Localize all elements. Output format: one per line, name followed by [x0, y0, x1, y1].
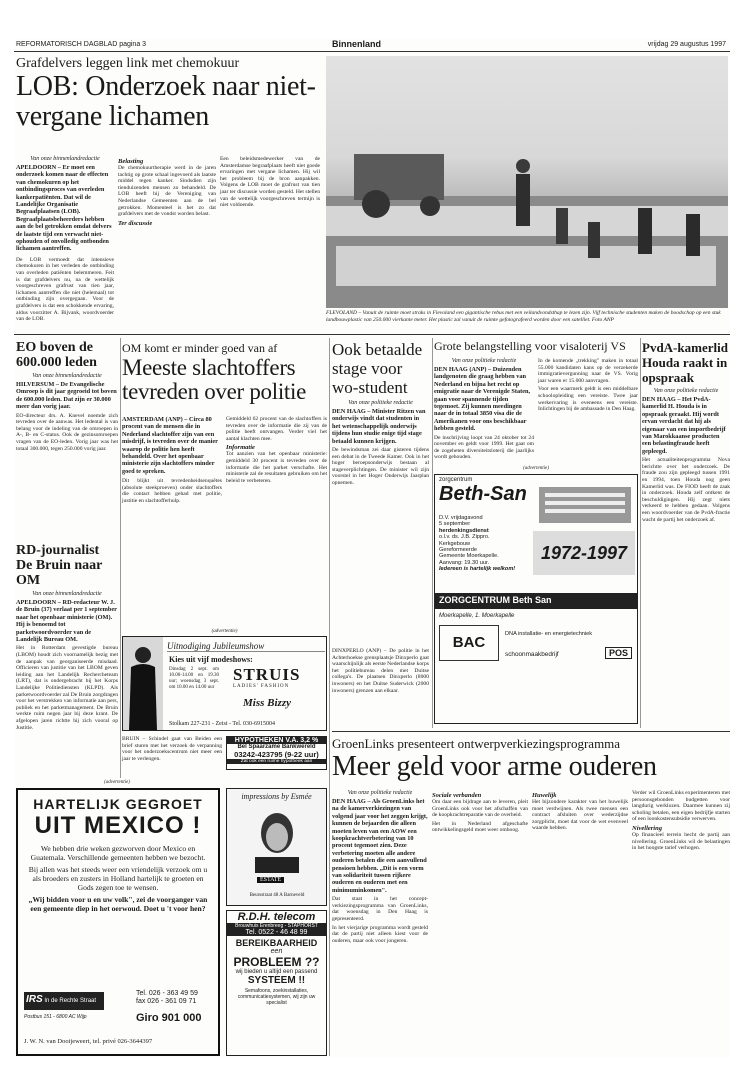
lob-kicker: Grafdelvers leggen link met chemokuur: [16, 56, 240, 71]
pvda-article: [642, 340, 730, 523]
om-body2: Gemiddeld 62 procent van de slachtoffers is tevreden over de informatie die zij van de politie heeft ontvangen. Verder viel het aantal klachten mee.: [226, 416, 327, 442]
gl-body2: In het vierjarige programma wordt gesteld dat de partij niet alleen kiest voor de ouderen, maar ook voor jongeren.: [332, 924, 428, 944]
person-figure: [686, 214, 700, 256]
eo-title: EO boven de 600.000 leden: [16, 340, 97, 370]
gl-body3: Om daar een bijdrage aan te leveren, pleit GroenLinks ook voor het afschaffen van de koopkrachtreparatie van de overheid.: [432, 799, 528, 819]
om-body3: Tot aanzien van het openbaar ministerie: gemiddeld 30 procent is tevreden over de informatie die het parket verschafte. Het ministerie zal de resultaten gebruiken om het beleid te verbeteren.: [226, 451, 327, 484]
lob-sub-belasting: Belasting: [118, 158, 144, 165]
bethsan-address: Moerkapelle, 1. Moerkapelle: [439, 613, 515, 619]
stage-byline: Van onze politieke redactie: [348, 400, 413, 406]
rdh-phone: Tel. 0522 - 46 48 99: [227, 929, 326, 936]
gl-article: [332, 736, 730, 782]
tractor-wheel: [362, 190, 390, 218]
visa-col2: [538, 358, 638, 413]
rdh-l8: Semafoons, zoekinstallaties, communicatiesystemen, wij zijn uw specialist: [237, 988, 316, 1006]
bethsan-r2: 5 september: [439, 521, 471, 528]
visa-body2: In de komende „trekking" maken in totaal 55.000 kandidaten kans op de verzekerde immigratievergunning naar de VS. Vorig jaar waren er 15.000 aanvragen.: [538, 358, 638, 384]
mexico-p3: „Wij bidden voor u en uw volk", zei de voorganger van een gemeente diep in het oerwoud. Doet u 't voor hen?: [28, 895, 208, 913]
person-figure: [516, 174, 530, 226]
rdh-telecom-ad[interactable]: [226, 910, 327, 1056]
gl-body4: Het in Nederland afgeschafte ontwikkelingsgeld moet weer omhoog.: [432, 820, 528, 834]
pos-logo: POS: [605, 647, 632, 659]
gl-sub2: Huwelijk: [532, 792, 557, 799]
mexico-ad[interactable]: [16, 788, 220, 1056]
portrait-icon: [247, 807, 307, 873]
bethsan-r6: Gereformeerde: [439, 547, 477, 554]
visa-body3: Voor een waarmerk geldt is een middelbare schoolopleiding een vereiste. Twee jaar werkervaring is eveneens een vereiste. Inlichtingen bij de ambassade in Den Haag.: [538, 386, 638, 413]
om-kicker: OM komt er minder goed van af: [122, 341, 278, 355]
mexico-p1: We hebben drie weken gezworven door Mexico en Guatemala. Verschillende gemeenten hebben we bezocht.: [30, 844, 206, 862]
lob-col3: [220, 156, 320, 209]
gl-col3: [532, 790, 628, 832]
masthead: [14, 38, 730, 52]
struis-ad-label: (advertentie): [211, 629, 238, 634]
visa-title: Grote belangstelling voor visaloterij VS: [434, 339, 626, 353]
rdh-l4: een: [270, 948, 283, 955]
gl-sub1: Sociale verbanden: [432, 792, 482, 799]
col-rule: [120, 338, 121, 778]
om-article: [122, 340, 327, 404]
gl-title: Meer geld voor arme ouderen: [332, 751, 657, 782]
struis-banner: Uitnodiging Jubileumshow: [167, 641, 325, 652]
dinxperlo-brief: DINXPERLO (ANP) – De politie in het Achterhoekse grensplaatsje Dinxperlo gaat waarschijnlijk als eerste Nederlandse korps het politiebureau delen met Duitse collega's. De plaatsen Dinxperlo (8000 inwoners) en het Duitse Suderwick (2000 inwoners) grenzen aan elkaar.: [332, 648, 429, 694]
struis-brand2: Miss Bizzy: [243, 697, 291, 709]
stage-title: Ook betaalde stage voor wo-student: [332, 340, 423, 397]
photo-credit: Foto ANP: [591, 316, 614, 323]
struis-ad[interactable]: [122, 636, 327, 731]
rd-article: [16, 543, 118, 731]
rdh-l1: Brouwhuis Erenbreeg - STAPHORST: [227, 923, 326, 929]
bethsan-r8: Aanvang: 19.30 uur.: [439, 559, 490, 566]
lob-byline: Van onze binnenlandredactie: [30, 156, 100, 162]
tractor-wheel: [420, 196, 440, 216]
photo-caption: FLEVOLAND – Vanuit de ruimte moet straks in Flevoland een gigantische rebus met een veilandvondsthap te lezen zijn. Vijf technische studenten maken de boodschap op een stuk landbouwplastic van 250.000 vierkante meter. Het plastic zal vanuit de ruimte gefotografeerd worden door een satelliet.: [326, 310, 721, 323]
masthead-date: vrijdag 29 augustus 1997: [647, 41, 726, 48]
irs-logo-sub: In de Rechte Straat: [44, 998, 97, 1004]
masthead-left: REFORMATORISCH DAGBLAD pagina 3: [16, 41, 147, 48]
esmee-address: Beursstraat 48 A Barneveld: [249, 893, 305, 898]
gl-col2: [432, 790, 528, 834]
bruin-brief: BRUIN – Schindel gaat van Beiden een brief sturen met het verzoek de verpanning voor het onderzoekscentrum niet meer een jaar te verlengen.: [122, 736, 222, 762]
lob-body3: Een beleidsmedewerker van de Amsterdamse begraafplaats heeft niet goede ervaringen met vergane lichamen. Hij wil het probleem bij de bron aanpakken. Volgens de LOB moet de grafrust van tien jaar ter discussie worden gesteld. Het stellen van de wettelijk voorgeschreven termijn is niet voldoende.: [220, 156, 320, 209]
mexico-sign: J. W. N. van Dooijeweert, tel. privé 026-3644397: [24, 1038, 153, 1045]
hyp-line4: Zat ook een ruime hypotheek aan: [227, 759, 326, 764]
struis-address: Stolkam 227-231 - Zeist - Tel. 030-6915004: [169, 721, 275, 727]
person-figure: [588, 222, 600, 258]
lob-col1: [16, 156, 114, 323]
visa-col1: [434, 358, 534, 461]
plastic-roll: [336, 246, 716, 286]
person-figure: [556, 208, 568, 244]
bethsan-r1: D.V. vrijdagavond: [439, 515, 483, 521]
irs-logo: [24, 992, 104, 1010]
gl-lead: DEN HAAG – Als GroenLinks het na de kamerverkiezingen van volgend jaar voor het zeggen krijgt, kunnen de bejaarden die alleen moeten leven van een AOW een koopkrachtverbetering van 10 procent tegemoet zien. Deze verbetering moeten alle andere ouderen betalen die een aanvullend pensioen hebben. „Dit is een vorm van solidariteit tussen rijkere ouderen en ouderen met een minimuminkomen".: [332, 798, 428, 894]
gl-col4: [632, 790, 730, 852]
lob-body2: De chemokuurtherapie werd in de jaren tachtig op grote schaal ingevoerd als laatste middel tegen kanker. Sindsdien zijn tienduizenden mensen zo behandeld. De LOB heeft bij de Vereniging van Nederlandse Gemeenten aan de bel getrokken. Momenteel is het zo dat grafdelvers met de vondst worden belast.: [118, 165, 216, 218]
col-rule: [329, 338, 330, 1056]
hyp-line2: Bel Spaarzame Bankwereld: [237, 744, 316, 750]
rdh-l3: BEREIKBAARHEID: [235, 938, 318, 948]
building-icon: [535, 477, 635, 525]
masthead-section: Binnenland: [332, 39, 381, 49]
lob-sub-discussie: Ter discussie: [118, 219, 153, 227]
hyp-line1: HYPOTHEKEN V.A. 3,2 %: [227, 737, 326, 744]
rdh-l7: SYSTEEM !!: [247, 975, 306, 986]
rdh-l6: wij bieden u altijd een passend: [235, 969, 318, 975]
eo-body: EO-directeur drs. A. Knevel noemde zich tevreden over de aanwas. Het ledental is van belang voor de indeling van de omroepen in A-, B- en C-status. Ook de gezinsomroepen vragen van de EO-leden. Vorig jaar was het totaal 300.000, tegen 250.000 vorig jaar.: [16, 412, 118, 452]
bethsan-ad-label: (advertentie): [523, 466, 549, 471]
mexico-giro: Giro 901 000: [136, 1012, 202, 1024]
pvda-body: Het actualiteitenprogramma Nova berichtte over het onderzoek. De fraude zou zijn gepleegd tussen 1991 en 1994, toen Houda nog geen Kamerlid was. De FIOD heeft de zaak in onderzoek. Houda zelf ontkent de beschuldigingen. Hij zegt niets verkeerd te hebben gedaan. Volgens een woordvoerder van de PvdA-fractie wacht de partij het onderzoek af.: [642, 457, 730, 523]
bethsan-r7: Gemeente Moerkapelle.: [439, 553, 499, 560]
gl-kicker: GroenLinks presenteert ontwerpverkiezingsprogramma: [332, 736, 621, 751]
gl-body1: Dat staat in het concept-verkiezingsprogramma van GroenLinks, dat woensdag in Den Haag is gepresenteerd.: [332, 896, 428, 923]
gl-byline: Van onze politieke redactie: [347, 790, 413, 796]
bethsan-year: 1972-1997: [533, 531, 635, 575]
bethsan-details: [439, 515, 529, 573]
stage-lead: DEN HAAG – Minister Ritzen van onderwijs vindt dat studenten in het wetenschappelijk onderwijs tijdens hun studie enige tijd stage betaald kunnen krijgen.: [332, 408, 426, 445]
section-rule: [14, 334, 730, 335]
esmee-brand: impressions by Esmée: [241, 792, 312, 801]
bethsan-name: Beth-San: [439, 483, 527, 505]
mexico-tel: Tel. 026 - 363 49 59: [136, 990, 198, 997]
rd-body: Het in Rotterdam gevestigde bureau (LBOM) houdt zich voornamelijk bezig met de aanpak van georganiseerde misdaad. Officieren van justitie van het LBOM geven leiding aan het Landelijk Rechercheteam (LRT), dat is ondergebracht bij het Korps Landelijke Politiediensten (KLPD). Als parketwoordvoerder zal De Bruin zorgdragen voor het verstrekken van informatie aan pers, publiek en het parketmanagement. De Bruin werkte ruim negen jaar bij deze krant. De afgelopen jaren richtte hij zich vooral op Justitie.: [16, 645, 118, 731]
bac-logo: BAC: [439, 625, 499, 661]
bethsan-r5: Kerkgebouw: [439, 540, 471, 547]
mexico-title: UIT MEXICO !: [34, 812, 202, 839]
mexico-pb: Postbus 151 - 6800 AC Wijp: [24, 1014, 87, 1020]
hypotheken-ad[interactable]: [226, 736, 327, 770]
mexico-p2: Bij allen was het steeds weer een vriendelijk verzoek om u als broeders en zusters in Holland hartelijk te groeten en Gods zegen toe te wensen.: [28, 865, 208, 892]
flevoland-photo: [326, 56, 728, 308]
bethsan-r9: Iedereen is hartelijk welkom!: [439, 566, 516, 573]
om-body1: Dit blijkt uit tevredenheidsenquêtes (absolute steekproeven) onder slachtoffers die contact hebben gehad met politie, justitie en slachtofferhulp.: [122, 478, 222, 505]
irs-logo-text: IRS: [26, 994, 43, 1005]
newspaper-page: [14, 38, 730, 1058]
rdh-l5: PROBLEEM ??: [233, 955, 320, 969]
om-sub: Informatie: [226, 444, 255, 452]
struis-times: Dinsdag 2 sept. om 10.00-14.00 en 19.30 uur; woensdag 3 sept. om 10.00 en 14.00 uur: [169, 667, 219, 690]
rd-byline: Van onze binnenlandredactie: [32, 591, 102, 597]
bethsan-r3: herdenkingsdienst: [439, 527, 489, 534]
bethsan-sub: zorgcentrum: [439, 477, 473, 483]
photo-caption-wrap: [326, 310, 728, 323]
mexico-fax: fax 026 - 361 09 71: [136, 998, 197, 1005]
rdh-title: R.D.H. telecom: [237, 911, 316, 923]
struis-brand: STRUIS: [233, 665, 301, 684]
om-lead: AMSTERDAM (ANP) – Circa 80 procent van de mensen die in Nederland slachtoffer zijn van een misdrijf, is tevreden over de manier waarop de politie hen heeft behandeld. Over het openbaar ministerie zijn slachtoffers minder goed te spreken.: [122, 416, 218, 475]
pvda-title: PvdA-kamerlid Houda raakt in opspraak: [642, 340, 728, 385]
gl-body6: Verder wil GroenLinks experimenteren met persoonsgebonden budgetten voor langdurig werklozen. Daarmee kunnen zij scholing betalen, een eigen bedrijfje starten of een loonkostensubsidie verwerven.: [632, 790, 730, 823]
struis-brandsub: LADIES' FASHION: [233, 684, 290, 689]
lob-col2: [118, 156, 216, 227]
mexico-ad-label: (advertentie): [104, 780, 130, 785]
person-figure: [638, 208, 652, 254]
bethsan-ad[interactable]: [434, 474, 638, 724]
visa-lead: DEN HAAG (ANP) – Duizenden landgenoten die graag hebben van Nederland en bijna het recht op emigratie naar de Verenigde Staten, gaan voor spannende tijden tegemoet. Zij kunnen meedingen naar de in totaal 3850 visa die de Amerikanen voor ons beschikbaar hebben gesteld.: [434, 366, 531, 433]
visa-byline: Van onze politieke redactie: [451, 358, 517, 364]
rd-title: RD-journalist De Bruin naar OM: [16, 543, 103, 588]
hyp-phone: 03242-423795 (9-22 uur): [234, 750, 319, 759]
person-head: [516, 159, 530, 173]
visa-body: De inschrijving loopt van 24 oktober tot 24 november en geldt voor 1999. Het gaat om de zogeheten diversiteitsloterij die jaarlijks wordt gehouden.: [434, 434, 534, 461]
stage-article: [332, 340, 429, 487]
visa-article: [434, 340, 638, 353]
eo-lead: HILVERSUM – De Evangelische Omroep is dit jaar gegroeid tot boven de 600.000 leden. Dat zijn er 30.000 meer dan vorig jaar.: [16, 381, 117, 411]
lob-lead: APELDOORN – Er moet een onderzoek komen naar de effecten van chemokuren op het ontbindingsproces van overleden kankerpatiënten. Dat wil de Landelijke Organisatie Begraafplaatsen (LOB). Begraafplaatsbeheerders hebben aan de bel getrokken omdat delvers de laatste tijd een verwacht niet-ophouden of onvolledig ontbonden lichamen aantreffen.: [16, 164, 112, 253]
om-title: Meeste slachtoffers tevreden over politie: [122, 355, 307, 404]
gl-body7: Op financieel terrein hecht de partij aan nivellering. GroenLinks wil de belastingen in het hoogste tarief verhogen.: [632, 831, 730, 852]
col-rule: [640, 338, 641, 728]
photo-scene: [326, 56, 728, 308]
gl-sub3: Nivellering: [632, 824, 662, 832]
struis-sub: Kies uit vijf modeshows:: [169, 655, 253, 664]
gl-rule: [332, 731, 730, 732]
bethsan-footer: ZORGCENTRUM Beth San: [435, 593, 637, 609]
lob-body1: De LOB vermoedt dat intensieve chemokuren in het verleden de ontbinding van overleden patiënten belemmeren. Feit is dat grafdelvers nu, na de wettelijk voorgeschreven grafrust van tien jaar, lichamen aantreffen die niet (helemaal) tot ontbinding zijn overgegaan. Voor de grafdelvers is dat een schokkende ervaring, aldus voorzitter A. Bijvank, woordvoerder van de LOB.: [16, 256, 114, 323]
eo-byline: Van onze binnenlandredactie: [32, 373, 102, 379]
rd-lead: APELDOORN – RD-redacteur W. J. de Bruin (37) verlaat per 1 september naar het openbaar ministerie (OM). Hij is benoemd tot parketwoordvoerder van de Landelijk Bureau OM.: [16, 599, 117, 644]
esmee-ad[interactable]: [226, 788, 327, 906]
pvda-lead: DEN HAAG – Het PvdA-kamerlid H. Houda is in opspraak geraakt. Hij wordt ervan verdacht dat hij als eigenaar van een importbedrijf van Marokkaanse producten een belastingfraude heeft gepleegd.: [642, 396, 726, 455]
col-rule: [432, 338, 433, 728]
mexico-top: HARTELIJK GEGROET: [33, 796, 203, 812]
bethsan-r4: o.l.v. ds. J.B. Zippro.: [439, 534, 490, 541]
schoon-text: schoonmaakbedrijf: [505, 651, 559, 658]
model-figure-icon: [123, 637, 163, 730]
model-photo: [123, 637, 163, 730]
dna-text: DNA installatie- en energietechniek: [505, 631, 593, 637]
gl-body5: Het bijzondere karakter van het huwelijk moet verdwijnen. Als twee mensen een contract afsluiten over wederzijdse zorgplicht, moet dat voor de wet evenveel waarde hebben.: [532, 799, 628, 832]
om-col2: [226, 416, 327, 484]
esmee-bottom: ESTATE: [257, 877, 284, 883]
pvda-byline: Van onze politieke redactie: [653, 388, 719, 394]
om-col1: [122, 416, 222, 505]
lob-title: LOB: Onderzoek naar niet-vergane lichamen: [16, 71, 316, 132]
eo-article: [16, 340, 118, 452]
lob-article: [16, 56, 321, 132]
gl-col1: [332, 790, 428, 944]
stage-body: De bewindsman zei daar gisteren tijdens een debat in de Tweede Kamer. Ook in het hoger beroepsonderwijs bestaan al stageverplichtingen. De minister wil zijn voorstel in het Hoger Onderwijs Jaarplan opnemen.: [332, 447, 429, 486]
